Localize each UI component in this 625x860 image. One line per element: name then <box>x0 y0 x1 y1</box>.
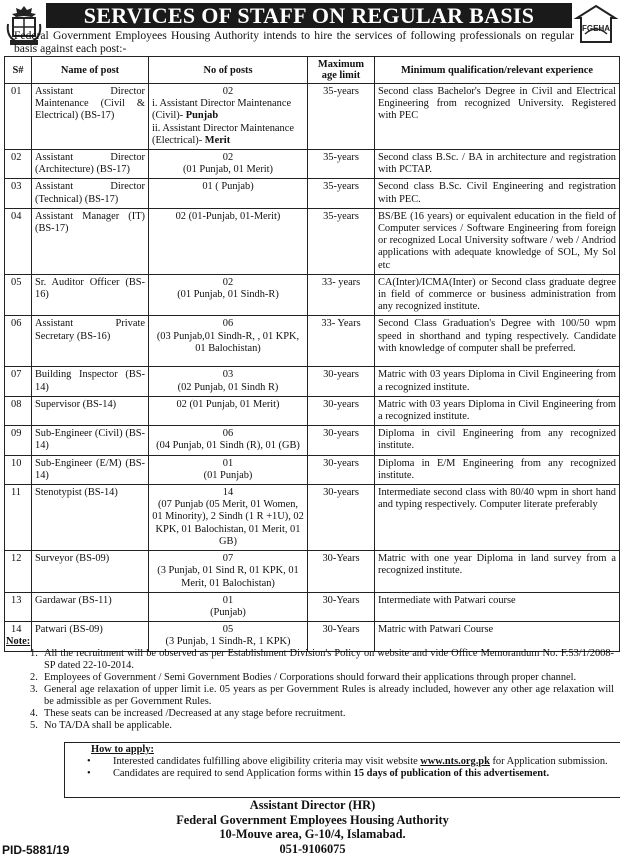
table-row <box>5 455 620 484</box>
table-row <box>5 396 620 425</box>
row-age: 33- Years <box>308 316 375 367</box>
row-posts-detail: (Punjab) <box>210 606 246 618</box>
row-qualification: Matric with 03 years Diploma in Civil Engineering from a recognized institute. <box>375 367 620 396</box>
row-age: 35-years <box>308 208 375 274</box>
table-row <box>5 274 620 316</box>
row-posts <box>149 208 308 274</box>
row-posts <box>149 551 308 593</box>
posts-line1-text: i. Assistant Director Maintenance (Civil)- <box>152 98 292 122</box>
row-sno: 10 <box>5 455 32 484</box>
page-title: SERVICES OF STAFF ON REGULAR BASIS <box>46 3 572 28</box>
row-posts-count: 02 (01 Punjab, 01 Merit) <box>176 398 280 410</box>
row-age: 35-years <box>308 179 375 208</box>
row-sno: 08 <box>5 396 32 425</box>
row-age: 30-Years <box>308 622 375 651</box>
logo-text: FGEHA <box>582 24 610 33</box>
row-age: 30-years <box>308 455 375 484</box>
table-row <box>5 150 620 179</box>
intro-text: Federal Government Employees Housing Authority intends to hire the services of following professionals on regular basis against each post:- <box>14 29 574 55</box>
row-posts <box>149 150 308 179</box>
row-post-name: Patwari (BS-09) <box>32 622 149 651</box>
apply-bullet-1 <box>65 756 620 768</box>
row-post-name: Assistant Director Maintenance (Civil & Electrical) (BS-17) <box>32 84 149 150</box>
row-qualification: Matric with one year Diploma in land survey from a recognized institute. <box>375 551 620 593</box>
row-posts-count: 02 <box>222 276 234 288</box>
table-row <box>5 367 620 396</box>
row-posts <box>149 485 308 551</box>
row-posts <box>149 367 308 396</box>
row-sno: 07 <box>5 367 32 396</box>
header-sno: S# <box>5 57 32 84</box>
row-sno: 01 <box>5 84 32 150</box>
row-posts-detail: (03 Punjab,01 Sindh-R, , 01 KPK, 01 Balochistan) <box>156 330 300 354</box>
note-text: All the recruitment will be observed as per Establishment Division's Policy on website and vide Office Memorandum No. F.53/1/2008-SP dated 22-10-2014. <box>44 648 614 671</box>
row-post-name: Assistant Manager (IT) (BS-17) <box>32 208 149 274</box>
row-age: 33- years <box>308 274 375 316</box>
row-posts-detail: (07 Punjab (05 Merit, 01 Women, 01 Minority), 2 Sindh (1 R +1U), 02 KPK, 01 Balochistan, 01 Merit, 01 GB) <box>152 499 304 547</box>
table-row <box>5 179 620 208</box>
notes-title: Note: <box>6 636 31 647</box>
row-posts-count: 05 <box>222 624 234 636</box>
row-post-name: Surveyor (BS-09) <box>32 551 149 593</box>
row-posts <box>149 455 308 484</box>
row-posts-count: 02 (01-Punjab, 01-Merit) <box>175 210 281 222</box>
pid-number: PID-5881/19 <box>2 843 70 857</box>
contact-footer <box>140 798 485 856</box>
row-sno: 03 <box>5 179 32 208</box>
notes-list <box>4 648 620 732</box>
row-sno: 04 <box>5 208 32 274</box>
row-qualification: Intermediate second class with 80/40 wpm in short hand and typing respectively. Computer literate preferably <box>375 485 620 551</box>
row-posts-detail: (02 Punjab, 01 Sindh R) <box>177 381 279 393</box>
row-posts-count: 14 <box>222 487 234 499</box>
row-qualification: BS/BE (16 years) or equivalent education in the field of Computer services / Software Engineering from foreign or recognized Local University software / web / Andriod applications with adequate knowledge of SOL, My Sol etc <box>375 208 620 274</box>
row-posts <box>149 426 308 455</box>
row-qualification: Second class B.Sc. Civil Engineering and registration with PEC. <box>375 179 620 208</box>
row-posts-detail: (04 Punjab, 01 Sindh (R), 01 (GB) <box>156 440 300 452</box>
table-row <box>5 592 620 621</box>
apply-bullet1-post: for Application submission. <box>489 756 608 767</box>
table-row <box>5 208 620 274</box>
row-post-name: Supervisor (BS-14) <box>32 396 149 425</box>
header <box>0 0 625 54</box>
row-post-name: Sub-Engineer (Civil) (BS-14) <box>32 426 149 455</box>
row-post-name: Building Inspector (BS-14) <box>32 367 149 396</box>
row-posts-count: 02 <box>222 152 234 164</box>
row-posts-count: 06 <box>222 428 234 440</box>
row-age: 30-years <box>308 367 375 396</box>
apply-bullet-2 <box>65 768 620 780</box>
row-age: 30-Years <box>308 551 375 593</box>
row-qualification: Intermediate with Patwari course <box>375 592 620 621</box>
row-qualification: Diploma in E/M Engineering from any recognized institute. <box>375 455 620 484</box>
row-age: 30-years <box>308 485 375 551</box>
row-sno: 12 <box>5 551 32 593</box>
note-number: 4. <box>30 708 38 719</box>
footer-address: 10-Mouve area, G-10/4, Islamabad. <box>219 827 406 841</box>
apply-bullet1-text: Interested candidates fulfilling above eligibility criteria may visit website <box>113 756 421 767</box>
nts-website-link[interactable]: www.nts.org.pk <box>420 756 490 767</box>
row-sno: 05 <box>5 274 32 316</box>
header-name: Name of post <box>32 57 149 84</box>
posts-table <box>4 56 620 652</box>
footer-phone: 051-9106075 <box>279 841 346 856</box>
table-row <box>5 316 620 367</box>
row-sno: 14 <box>5 622 32 651</box>
row-posts <box>149 396 308 425</box>
row-posts-detail: (01 Punjab) <box>203 469 253 481</box>
note-text: No TA/DA shall be applicable. <box>44 720 172 731</box>
row-posts <box>149 592 308 621</box>
bullet-icon: • <box>87 768 91 779</box>
row-qualification: Second class Bachelor's Degree in Civil and Electrical Engineering from recognized University. Registered with PEC <box>375 84 620 150</box>
row-post-name: Assistant Director (Technical) (BS-17) <box>32 179 149 208</box>
row-posts-count: 01 <box>222 594 234 606</box>
row-sno: 13 <box>5 592 32 621</box>
posts-line2-text: ii. Assistant Director Maintenance (Electrical)- <box>152 122 294 146</box>
posts-line1-bold: Punjab <box>185 110 219 122</box>
row-posts <box>149 84 308 150</box>
note-number: 2. <box>30 672 38 683</box>
note-text: These seats can be increased /Decreased at any stage before recruitment. <box>44 708 346 719</box>
apply-bullet2-text: Candidates are required to send Application forms within <box>113 768 354 779</box>
row-post-name: Gardawar (BS-11) <box>32 592 149 621</box>
row-qualification: Matric with Patwari Course <box>375 622 620 651</box>
row-post-name: Assistant Director (Architecture) (BS-17) <box>32 150 149 179</box>
row-age: 35-years <box>308 84 375 150</box>
row-posts-count: 02 <box>222 86 234 97</box>
row-posts-count: 01 <box>222 457 234 469</box>
row-age: 30-years <box>308 426 375 455</box>
row-posts-detail: (01 Punjab, 01 Merit) <box>182 164 274 176</box>
table-row <box>5 84 620 150</box>
fgeha-logo-icon <box>573 4 619 46</box>
note-item <box>4 720 620 732</box>
table-row <box>5 485 620 551</box>
footer-designation: Assistant Director (HR) <box>249 798 376 812</box>
row-posts-line2 <box>152 123 304 147</box>
row-post-name: Assistant Private Secretary (BS-16) <box>32 316 149 367</box>
row-qualification: CA(Inter)/ICMA(Inter) or Second class graduate degree in field of commerce or business administration from any recognized institute. <box>375 274 620 316</box>
header-age: Maximum age limit <box>308 57 375 84</box>
bullet-icon: • <box>87 756 91 767</box>
note-text: Employees of Government / Semi Government Bodies / Corporations should forward their applications through proper channel. <box>44 672 577 683</box>
row-qualification: Diploma in civil Engineering from any recognized institute. <box>375 426 620 455</box>
row-qualification: Second class B.Sc. / BA in architecture and registration with PCTAP. <box>375 150 620 179</box>
row-age: 30-years <box>308 396 375 425</box>
row-posts-line1 <box>152 98 304 122</box>
row-sno: 09 <box>5 426 32 455</box>
note-item <box>4 684 620 708</box>
row-posts-count: 07 <box>222 553 234 565</box>
header-posts: No of posts <box>149 57 308 84</box>
note-number: 5. <box>30 720 38 731</box>
table-header-row <box>5 57 620 84</box>
note-item <box>4 708 620 720</box>
row-posts <box>149 179 308 208</box>
footer-organization: Federal Government Employees Housing Authority <box>176 812 449 827</box>
table-row <box>5 426 620 455</box>
row-post-name: Stenotypist (BS-14) <box>32 485 149 551</box>
row-posts-count: 03 <box>222 369 234 381</box>
row-posts-count: 06 <box>222 318 234 330</box>
row-post-name: Sub-Engineer (E/M) (BS-14) <box>32 455 149 484</box>
row-posts-count: 01 ( Punjab) <box>202 181 254 193</box>
notes-section <box>4 636 620 732</box>
row-sno: 06 <box>5 316 32 367</box>
row-posts <box>149 316 308 367</box>
note-item <box>4 672 620 684</box>
row-posts-detail: (01 Punjab, 01 Sindh-R) <box>177 289 279 301</box>
row-post-name: Sr. Auditor Officer (BS-16) <box>32 274 149 316</box>
how-to-apply-box <box>64 742 620 798</box>
note-item <box>4 648 620 672</box>
apply-title: How to apply: <box>91 744 154 755</box>
row-posts <box>149 274 308 316</box>
row-posts-detail: (3 Punjab, 01 Sind R, 01 KPK, 01 Merit, 01 Balochistan) <box>157 565 299 589</box>
note-number: 3. <box>30 684 38 695</box>
row-qualification: Matric with 03 years Diploma in Civil Engineering from a recognized institute. <box>375 396 620 425</box>
row-posts-detail: (3 Punjab, 1 Sindh-R, 1 KPK) <box>165 636 291 648</box>
table-row <box>5 551 620 593</box>
row-qualification: Second Class Graduation's Degree with 100/50 wpm speed in shorthand and typing respectively. Candidate with knowledge of computer shall be preferred. <box>375 316 620 367</box>
row-age: 35-years <box>308 150 375 179</box>
row-sno: 11 <box>5 485 32 551</box>
header-qual: Minimum qualification/relevant experience <box>375 57 620 84</box>
note-number: 1. <box>30 648 38 659</box>
row-sno: 02 <box>5 150 32 179</box>
apply-bullet2-bold: 15 days of publication of this advertisement. <box>353 768 550 779</box>
note-text: General age relaxation of upper limit i.e. 05 years as per Government Rules is already included, however any other age relaxation will be admissible as per Government Rules. <box>44 684 614 707</box>
row-age: 30-Years <box>308 592 375 621</box>
posts-line2-bold: Merit <box>204 134 231 146</box>
